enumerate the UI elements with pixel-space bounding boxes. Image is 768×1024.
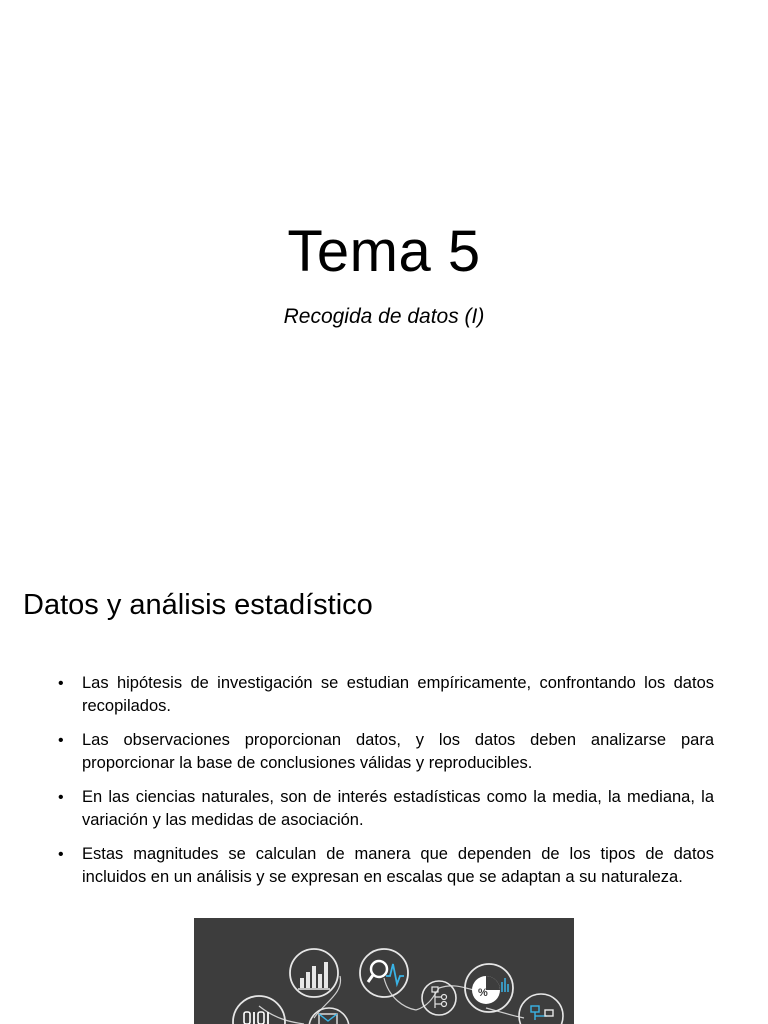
- binary-icon: [233, 996, 285, 1024]
- bullet-symbol: •: [58, 789, 64, 806]
- list-item: [58, 843, 714, 889]
- bullet-text: Estas magnitudes se calculan de manera que dependen de los tipos de datos incluidos en un análisis y se expresan en escalas que se adaptan a su naturaleza.: [82, 845, 714, 886]
- list-item: [58, 786, 714, 832]
- bullet-text: Las hipótesis de investigación se estudian empíricamente, confrontando los datos recopilados.: [82, 674, 714, 715]
- list-item: [58, 729, 714, 775]
- bullet-symbol: •: [58, 732, 64, 749]
- illustration-svg: [194, 918, 574, 1024]
- bullet-text: En las ciencias naturales, son de interés estadísticas como la media, la mediana, la variación y las medidas de asociación.: [82, 788, 714, 829]
- list-item: [58, 672, 714, 718]
- section-heading: Datos y análisis estadístico: [23, 589, 373, 621]
- percent-pie-icon: [465, 964, 513, 1012]
- bullet-list: [58, 672, 714, 900]
- slide-title: Tema 5: [287, 219, 481, 284]
- bar-chart-icon: [290, 949, 338, 997]
- magnifier-icon: [360, 949, 408, 997]
- percent-symbol: %: [478, 987, 488, 999]
- flowchart-icon: [422, 981, 456, 1015]
- slide-subtitle: Recogida de datos (I): [283, 305, 485, 328]
- bullet-symbol: •: [58, 846, 64, 863]
- bullet-symbol: •: [58, 675, 64, 692]
- bullet-text: Las observaciones proporcionan datos, y los datos deben analizarse para proporcionar la base de conclusiones válidas y reproducibles.: [82, 731, 714, 772]
- network-icon: [519, 994, 563, 1024]
- data-analysis-illustration: [194, 918, 574, 1024]
